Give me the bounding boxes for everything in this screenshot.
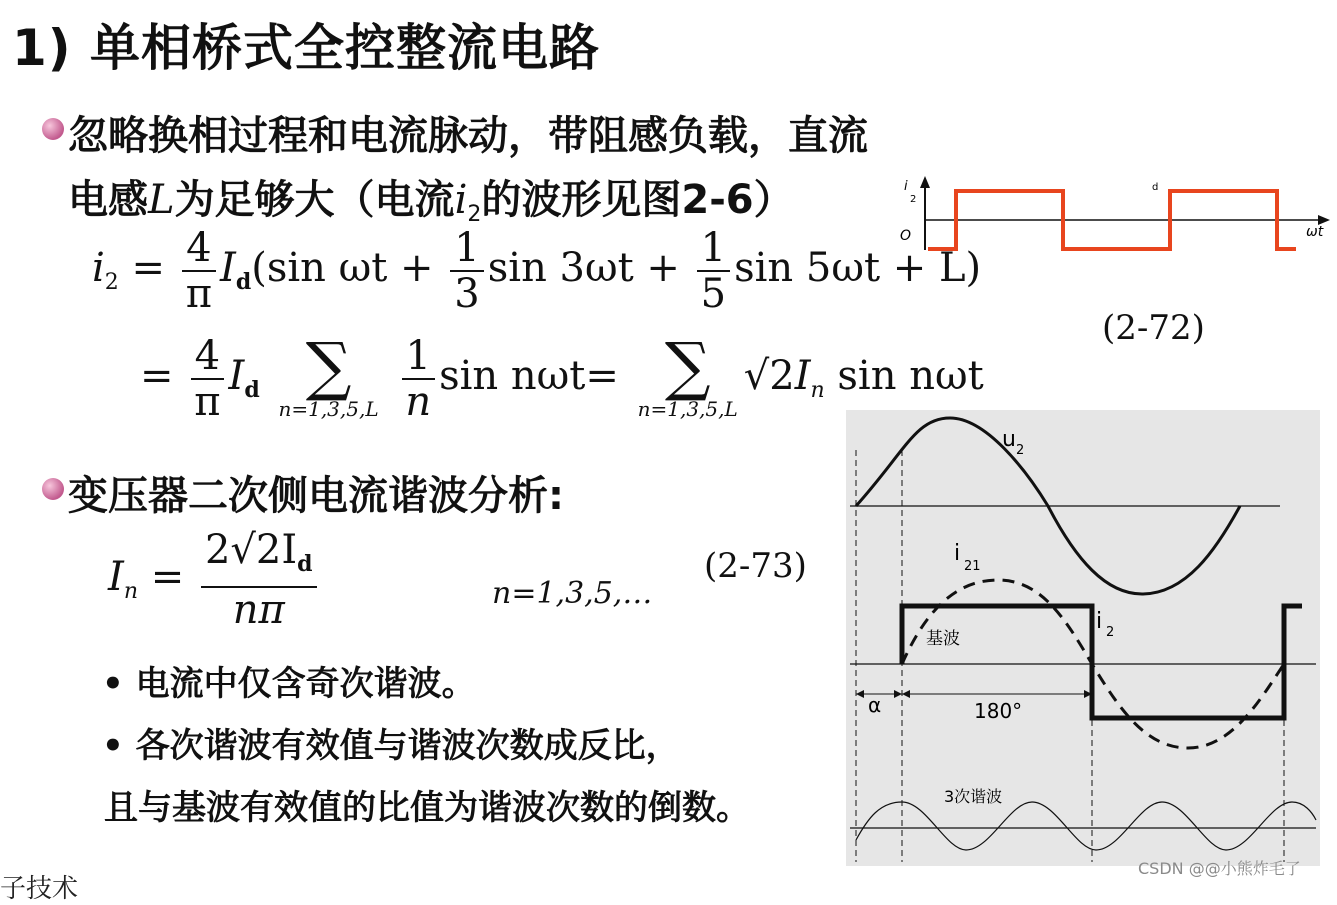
eq1-body4: sin nωt= — [439, 353, 619, 399]
u2-label: u — [1002, 427, 1016, 452]
eq1-body2: sin 3ωt + — [487, 245, 680, 291]
third-harmonic-label: 3次谐波 — [944, 787, 1003, 806]
summation-1 — [278, 330, 379, 421]
eq2-numerator: 2√2I — [204, 527, 298, 573]
fundamental-label: 基波 — [926, 629, 960, 649]
y-label-subscript: 2 — [910, 194, 917, 205]
eq2-equals: = — [150, 554, 185, 600]
eq2-lhs: I — [108, 554, 124, 600]
Id-subscript: d — [235, 269, 252, 295]
deg-label: 180° — [974, 699, 1023, 723]
In-symbol: I — [794, 353, 811, 399]
eq1-lhs: i — [92, 245, 105, 291]
y-label: i — [904, 179, 908, 194]
In-subscript: n — [810, 378, 825, 403]
frac-numerator: 4 — [182, 226, 215, 272]
point-1: • 电流中仅含奇次谐波。 — [102, 664, 476, 704]
fraction-1-over-3 — [450, 226, 483, 316]
fraction-4-over-pi-2 — [190, 334, 224, 424]
frac-denominator: π — [185, 271, 213, 317]
bullet2-text: 变压器二次侧电流谐波分析: — [68, 473, 564, 519]
summation-2 — [637, 330, 738, 421]
eq2-numerator-sub: d — [297, 551, 313, 577]
Id-symbol-2: I — [228, 353, 245, 399]
fraction-1-over-n — [401, 334, 435, 424]
alpha-label: α — [868, 693, 882, 717]
sum-limits: n=1,3,5,L — [278, 397, 379, 421]
eq1-body3: sin 5ωt + L) — [734, 245, 982, 291]
fraction-In — [201, 528, 317, 632]
bullet1-line2-prefix: 电感 — [68, 177, 148, 223]
i21-label: i — [954, 541, 961, 566]
frac-numerator: 4 — [191, 334, 224, 380]
x-label: ωt — [1306, 224, 1324, 240]
fraction-4-over-pi — [182, 226, 216, 316]
sigma-symbol: ∑ — [664, 330, 711, 404]
current-subscript: 2 — [467, 202, 482, 227]
frac-denominator: n — [405, 379, 432, 425]
page-title: 1) 单相桥式全控整流电路 — [12, 19, 601, 77]
bullet1-line2-suffix: 的波形见图2-6） — [481, 177, 794, 223]
eq2-lhs-sub: n — [123, 579, 138, 604]
equation-2-73 — [108, 528, 321, 632]
inductor-symbol: L — [148, 177, 175, 223]
frac-denominator: π — [194, 379, 221, 425]
frac-denominator: nπ — [232, 587, 285, 633]
eq2-condition: n=1,3,5,… — [492, 576, 653, 611]
equation-number-2-73: (2-73) — [704, 546, 807, 586]
watermark: CSDN @@小熊炸毛了 — [1138, 859, 1301, 878]
d-label: d — [1152, 182, 1159, 193]
figure-background — [846, 410, 1320, 866]
equation-number-2-72: (2-72) — [1102, 308, 1205, 348]
waveform-figure — [846, 410, 1320, 866]
equation-2-72-line1 — [92, 226, 981, 316]
bullet-dot — [42, 478, 64, 500]
bullet-dot — [42, 118, 64, 140]
i21-label-sub: 21 — [964, 559, 981, 574]
frac-numerator: 1 — [402, 334, 435, 380]
cut-off-text: 子技术 — [0, 874, 79, 904]
eq1-line2-equals: = — [140, 353, 174, 399]
sqrt-2: √2 — [743, 353, 795, 399]
bullet1-line2 — [68, 168, 794, 227]
sigma-symbol: ∑ — [305, 330, 352, 404]
Id-subscript-2: d — [244, 377, 260, 403]
frac-numerator: 1 — [450, 226, 483, 272]
bullet1-line1: 忽略换相过程和电流脉动，带阻感负载，直流 — [68, 113, 868, 159]
i2-label: i — [1096, 609, 1103, 634]
frac-numerator — [201, 528, 317, 588]
eq1-equals: = — [131, 245, 166, 291]
origin-label: O — [900, 228, 912, 244]
sum-limits: n=1,3,5,L — [637, 397, 738, 421]
frac-denominator: 5 — [700, 271, 727, 317]
i2-label-sub: 2 — [1106, 625, 1115, 640]
frac-denominator: 3 — [454, 271, 480, 317]
eq1-body1: (sin ωt + — [251, 245, 434, 291]
eq1-lhs-sub: 2 — [104, 270, 119, 295]
current-symbol: i — [454, 177, 468, 223]
point-3: 且与基波有效值的比值为谐波次数的倒数。 — [104, 788, 750, 828]
y-axis-arrow — [920, 176, 930, 188]
frac-numerator: 1 — [697, 226, 730, 272]
bullet1-line2-mid: 为足够大（电流 — [174, 177, 455, 223]
eq1-body5: sin nωt — [837, 353, 984, 399]
fraction-1-over-5 — [697, 226, 730, 316]
Id-symbol: I — [220, 245, 236, 291]
point-2: • 各次谐波有效值与谐波次数成反比， — [102, 726, 680, 766]
u2-label-sub: 2 — [1016, 443, 1025, 458]
